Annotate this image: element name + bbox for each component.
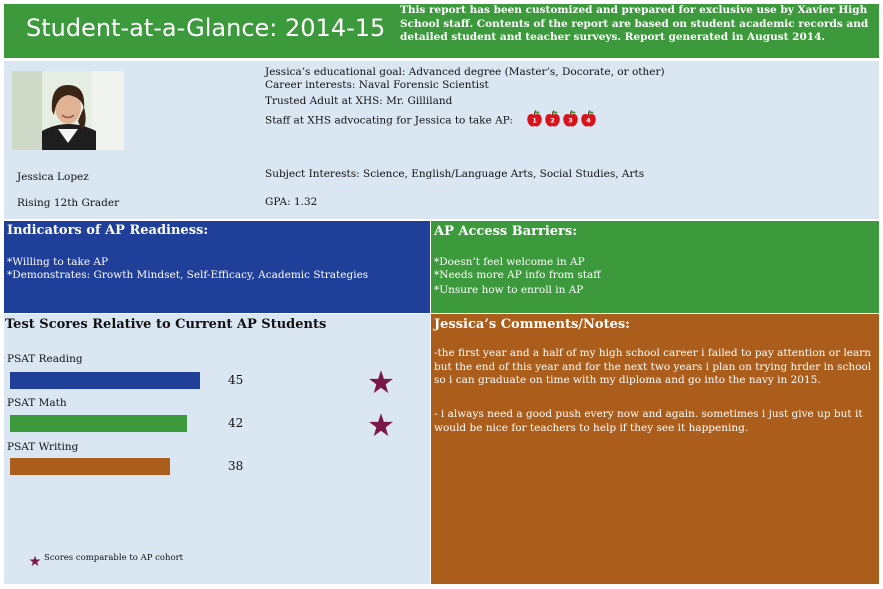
comparable-star-icon — [368, 455, 394, 481]
staff-advocating-row — [265, 110, 598, 131]
ap-readiness-panel — [4, 221, 430, 313]
student-name: Jessica Lopez — [17, 171, 89, 183]
gpa: GPA: 1.32 — [265, 196, 318, 208]
ap-readiness-item: *Willing to take AP — [7, 256, 109, 268]
ap-readiness-item: *Demonstrates: Growth Mindset, Self-Efficacy, Academic Strategies — [7, 269, 369, 281]
advocate-apples — [526, 110, 598, 131]
comparable-star-icon — [368, 369, 394, 395]
comments-title: Jessica’s Comments/Notes: — [434, 317, 630, 332]
apple-icon — [544, 110, 561, 128]
apple-icon — [526, 110, 543, 128]
score-value-psat-reading: 45 — [228, 373, 244, 387]
career-interests: Career interests: Naval Forensic Scientist — [265, 79, 489, 91]
student-comments-panel — [431, 314, 879, 584]
ap-barrier-item: *Unsure how to enroll in AP — [434, 284, 584, 296]
ap-barriers-panel — [431, 221, 879, 313]
score-bar-psat-math — [10, 415, 187, 432]
score-label-psat-reading: PSAT Reading — [7, 353, 83, 365]
ap-readiness-title: Indicators of AP Readiness: — [7, 223, 209, 238]
comment-paragraph: - i always need a good push every now and again. sometimes i just give up but it would be nice for teachers to help if they see it happening. — [434, 408, 863, 434]
test-scores-panel — [4, 314, 430, 584]
report-title: Student-at-a-Glance: 2014-15 — [26, 14, 386, 42]
svg-text:2: 2 — [550, 116, 556, 125]
subject-interests: Subject Interests: Science, English/Language Arts, Social Studies, Arts — [265, 168, 645, 180]
report-disclaimer: This report has been customized and prepared for exclusive use by Xavier High School staff. Contents of the report are based on student academic records and detailed student and teacher surveys. Report generated in August 2014. — [400, 4, 869, 43]
student-photo — [12, 71, 124, 150]
comparable-star-icon — [368, 412, 394, 438]
ap-barrier-item: *Doesn’t feel welcome in AP — [434, 256, 585, 268]
score-label-psat-writing: PSAT Writing — [7, 441, 79, 453]
score-value-psat-writing: 38 — [228, 459, 244, 473]
apple-icon — [580, 110, 597, 128]
score-label-psat-math: PSAT Math — [7, 397, 67, 409]
svg-text:1: 1 — [532, 116, 538, 125]
apple-icon — [562, 110, 579, 128]
test-scores-title: Test Scores Relative to Current AP Students — [5, 317, 327, 332]
svg-text:4: 4 — [586, 116, 592, 125]
legend-star-icon — [29, 552, 41, 564]
score-value-psat-math: 42 — [228, 416, 244, 430]
ap-barrier-item: *Needs more AP info from staff — [434, 269, 601, 281]
student-grade: Rising 12th Grader — [17, 197, 120, 209]
educational-goal: Jessica’s educational goal: Advanced degree (Master’s, Docorate, or other) — [265, 66, 665, 78]
svg-text:3: 3 — [568, 116, 574, 125]
student-photo-illustration — [12, 71, 124, 150]
legend-text: Scores comparable to AP cohort — [44, 553, 184, 563]
ap-barriers-title: AP Access Barriers: — [434, 224, 578, 239]
comment-paragraph: -the first year and a half of my high school career i failed to pay attention or learn but the end of this year and for the next two years i plan on trying hrder in school so i can graduate on time with my diploma and go into the navy in 2015. — [434, 347, 872, 386]
trusted-adult: Trusted Adult at XHS: Mr. Gilliland — [265, 95, 453, 107]
score-bar-psat-writing — [10, 458, 170, 475]
score-bar-psat-reading — [10, 372, 200, 389]
staff-advocating-label: Staff at XHS advocating for Jessica to take AP: — [265, 114, 513, 127]
